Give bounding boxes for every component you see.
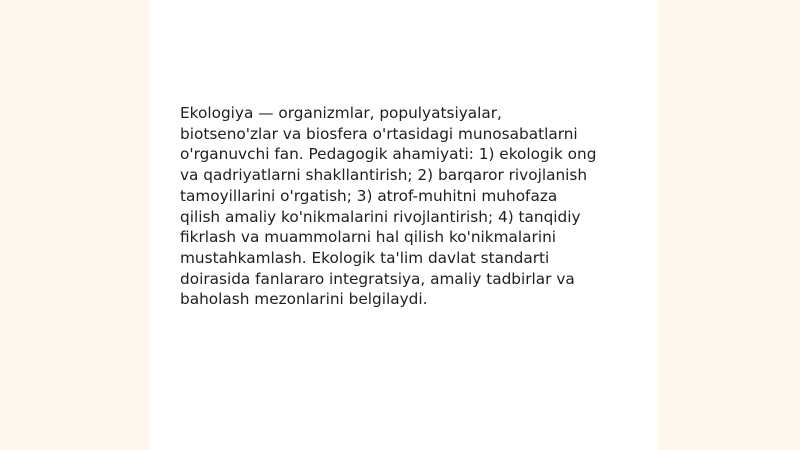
right-margin bbox=[658, 0, 800, 450]
left-margin bbox=[0, 0, 149, 450]
document-page bbox=[149, 0, 658, 450]
document-paragraph: Ekologiya — organizmlar, populyatsiyalar, biotseno'zlar va biosfera o'rtasidagi munosabatlarni o'rganuvchi fan. Pedagogik ahamiyati: 1) ekologik ong va qadriyatlarni shakllantirish; 2) barqaror rivojlanish tamoyillarini o'rgatish; 3) atrof-muhitni muhofaza qilish amaliy ko'nikmalarini rivojlantirish; 4) tanqidiy fikrlash va muammolarni hal qilish ko'nikmalarini mustahkamlash. Ekologik ta'lim davlat standarti doirasida fanlararo integratsiya, amaliy tadbirlar va baholash mezonlarini belgilaydi. bbox=[180, 104, 597, 309]
